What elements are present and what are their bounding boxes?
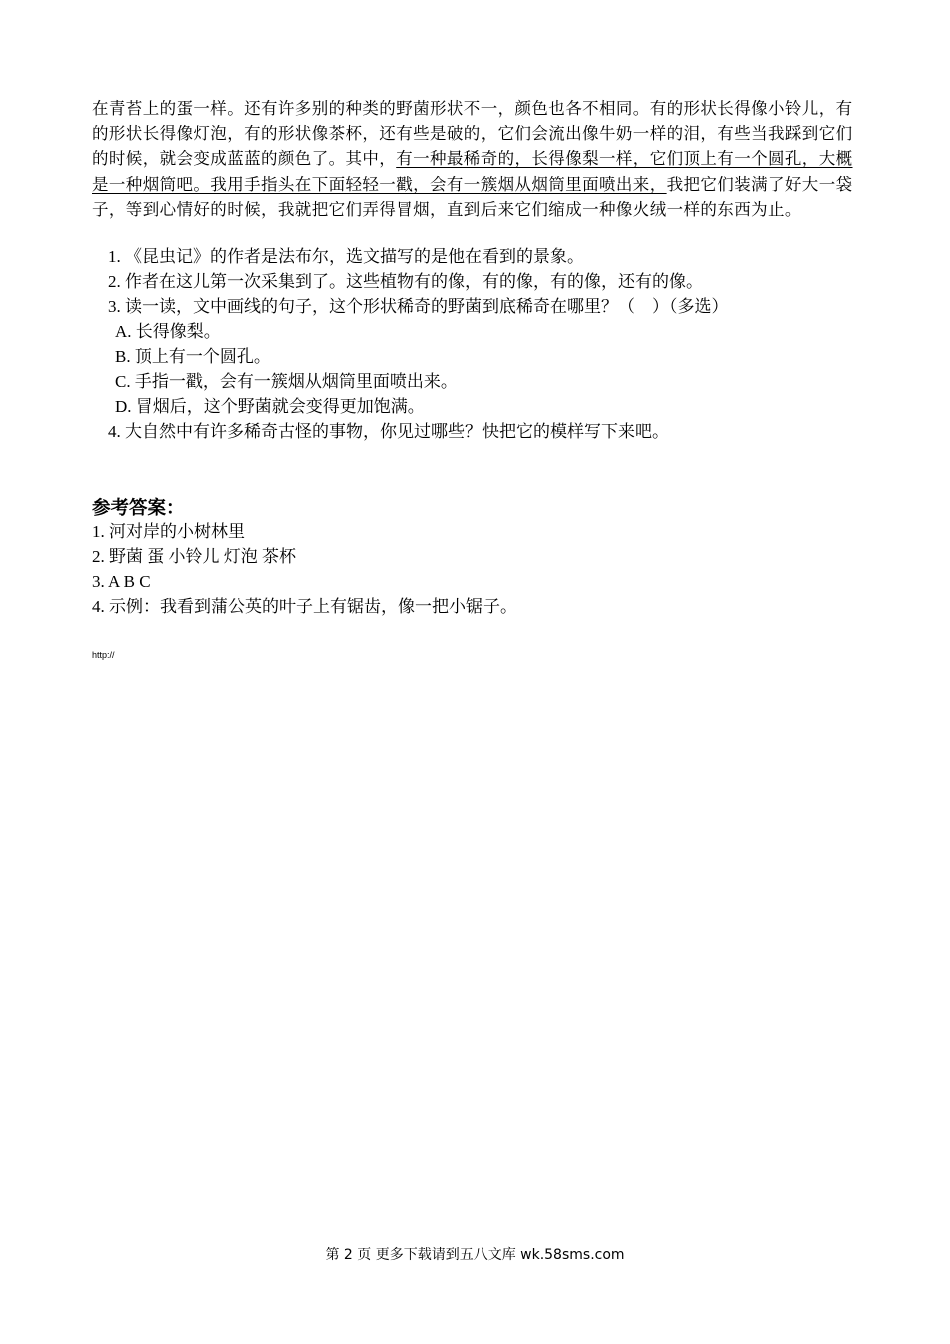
question-4: 4. 大自然中有许多稀奇古怪的事物，你见过哪些？快把它的模样写下来吧。	[108, 422, 669, 441]
passage-text-end: 我把它们装满了好大一袋子，等到心情好的时候，我就把它们弄得冒烟，直到后来它们缩成一种像火绒一样的东西为止。	[92, 174, 853, 219]
question-1: 1. 《昆虫记》的作者是法布尔，选文描写的是他在看到的景象。	[108, 247, 584, 266]
question-3: 3. 读一读，文中画线的句子，这个形状稀奇的野菌到底稀奇在哪里？（ ）（多选）	[108, 297, 729, 316]
link-text: http://	[92, 650, 115, 660]
answer-4: 4. 示例：我看到蒲公英的叶子上有锯齿，像一把小锯子。	[92, 597, 517, 616]
answer-2: 2. 野菌 蛋 小铃儿 灯泡 茶杯	[92, 547, 296, 566]
passage-text: 在青苔上的蛋一样。还有许多别的种类的野菌形状不一，颜色也各不相同。有的形状长得像小铃儿，有的形状长得像灯泡，有的形状像茶杯，还有些是破的，它们会流出像牛奶一样的泪，有些当我踩到它们的时候，就会变成蓝蓝的颜色了。其中，	[92, 99, 853, 169]
question-2: 2. 作者在这儿第一次采集到了。这些植物有的像，有的像，有的像，还有的像。	[108, 272, 703, 291]
option-d: D. 冒烟后，这个野菌就会变得更加饱满。	[115, 397, 425, 416]
underlined-sentence: 有一种最稀奇的，长得像梨一样，它们顶上有一个圆孔，大概是一种烟筒吧。我用手指头在下面轻轻一戳，会有一簇烟从烟筒里面喷出来，	[92, 149, 853, 194]
answer-3: 3. A B C	[92, 572, 151, 591]
option-a: A. 长得像梨。	[115, 322, 221, 341]
answer-1: 1. 河对岸的小树林里	[92, 522, 245, 541]
page-footer: 第 2 页 更多下载请到五八文库 wk.58sms.com	[325, 1247, 625, 1263]
reading-passage	[92, 96, 862, 222]
option-c: C. 手指一戳，会有一簇烟从烟筒里面喷出来。	[115, 372, 458, 391]
answers-heading: 参考答案：	[92, 498, 185, 519]
option-b: B. 顶上有一个圆孔。	[115, 347, 271, 366]
